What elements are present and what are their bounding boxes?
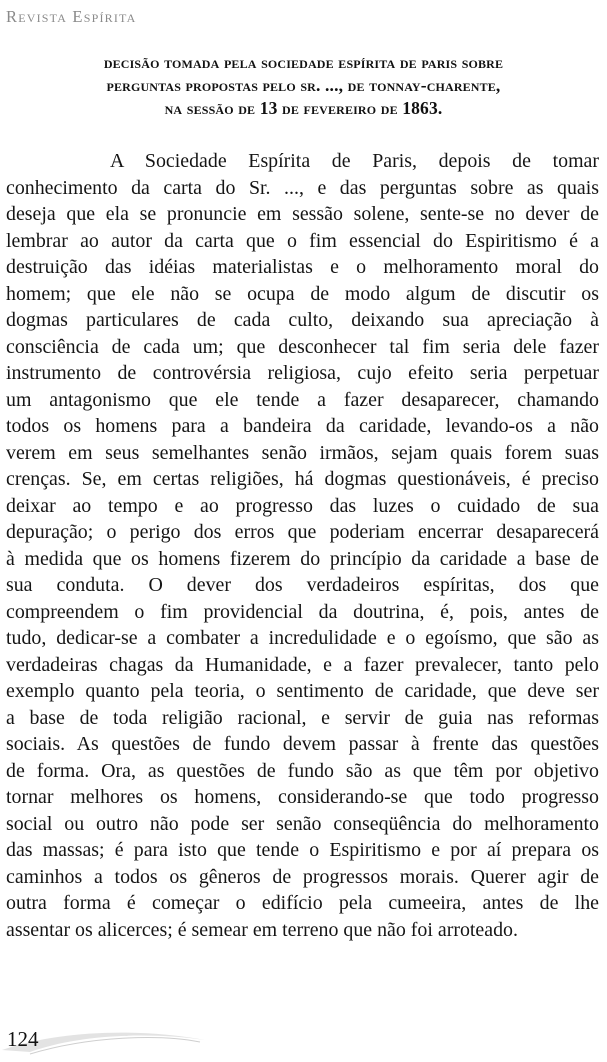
body-line: verem em seus semelhantes senão irmãos, sejam quais forem suas [6,441,599,464]
body-line: compreendem o fim providencial da doutrina, é, pois, antes de [6,600,599,623]
body-line: todos os homens para a bandeira da caridade, levando-os a não [6,415,599,437]
article-title-line: decisão tomada pela sociedade espírita de paris sobre [103,52,504,72]
body-line: depuração; o perigo dos erros que poderiam encerrar desaparecerá [6,521,599,543]
body-line: outra forma é começar o edifício pela cumeeira, antes de lhe [6,892,599,914]
article-title-line: na sessão de 13 de fevereiro de 1863. [164,98,443,118]
body-line: conhecimento da carta do Sr. ..., e das perguntas sobre as quais [6,176,599,199]
body-line: exemplo quanto pela teoria, o sentimento de caridade, que deve ser [6,680,599,702]
body-line: à medida que os homens fizerem do princípio da caridade a base de [6,547,599,570]
body-line: sociais. As questões de fundo devem passar à frente das questões [6,733,599,755]
body-line: assentar os alicerces; é semear em terreno que não foi arroteado. [6,918,518,941]
body-line: social ou outro não pode ser senão conseqüência do melhoramento [6,812,599,835]
body-line: sua conduta. O dever dos verdadeiros espíritas, dos que [6,574,599,596]
body-line: a base de toda religião racional, e servir de guia nas reformas [6,706,599,729]
decorative-swoosh [0,1022,607,1062]
body-line: A Sociedade Espírita de Paris, depois de tomar [110,150,599,172]
running-header: Revista Espírita [6,7,137,26]
body-line: verdadeiras chagas da Humanidade, e a fazer prevalecer, tanto pelo [6,653,599,676]
body-line: crenças. Se, em certas religiões, há dogmas questionáveis, é preciso [6,468,599,490]
body-line: das massas; é para isto que tende o Espiritismo e por aí prepara os [6,839,599,861]
body-line: deseja que ela se pronuncie em sessão solene, sente-se no dever de [6,203,599,225]
body-line: lembrar ao autor da carta que o fim essencial do Espiritismo é a [6,229,599,252]
body-line: de forma. Ora, as questões de fundo são as que têm por objetivo [6,759,599,782]
body-line: tornar melhores os homens, considerando-se que todo progresso [6,786,599,808]
body-line: tudo, dedicar-se a combater a incredulidade e o egoísmo, que são as [6,627,599,649]
body-line: caminhos a todos os gêneros de progressos morais. Querer agir de [6,865,599,888]
page-footer [0,1022,607,1062]
page-number: 124 [7,1027,39,1051]
article-title-line: perguntas propostas pelo sr. ..., de tonnay-charente, [106,75,501,95]
body-line: dogmas particulares de cada culto, deixando sua apreciação à [6,309,599,331]
body-line: homem; que ele não se ocupa de modo algum de discutir os [6,282,599,305]
body-line: deixar ao tempo e ao progresso das luzes o cuidado de sua [6,494,599,517]
body-line: instrumento de controvérsia religiosa, cujo efeito seria perpetuar [6,362,599,384]
body-line: destruição das idéias materialistas e o melhoramento moral do [6,256,599,278]
body-line: consciência de cada um; que desconhecer tal fim seria dele fazer [6,335,599,358]
body-paragraph [6,148,599,943]
article-title [14,51,593,120]
body-line: um antagonismo que ele tende a fazer desaparecer, chamando [6,388,599,411]
